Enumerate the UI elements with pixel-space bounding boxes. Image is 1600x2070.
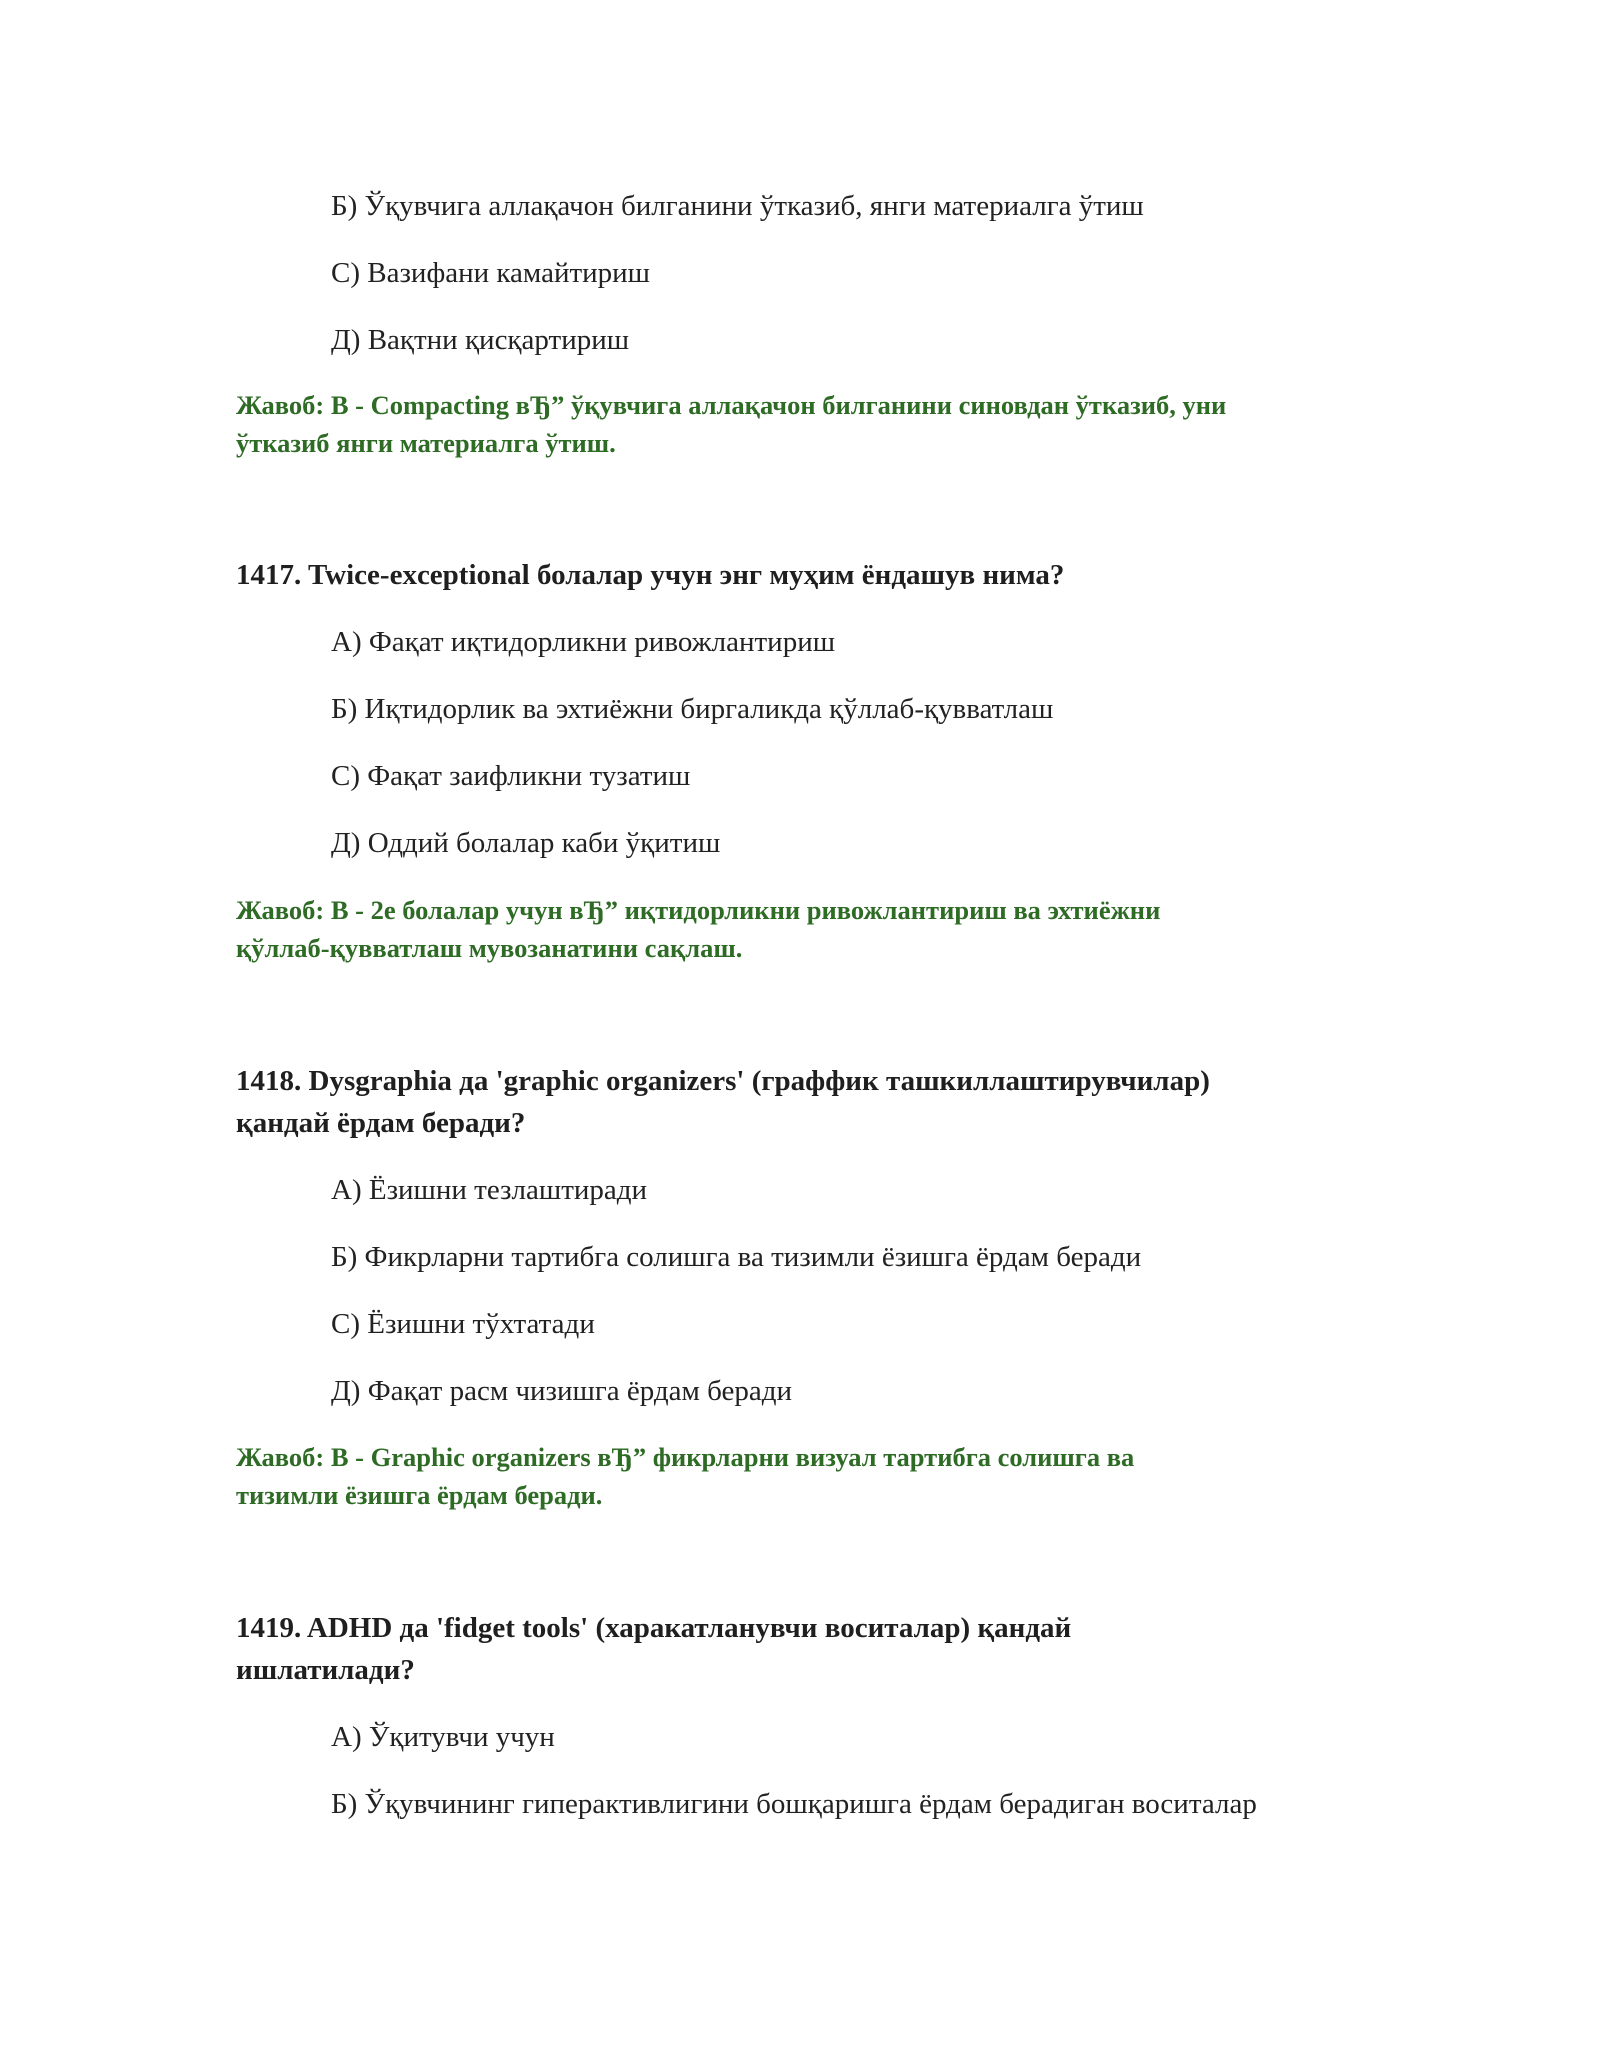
option-d: Д) Оддий болалар каби ўқитиш (331, 827, 721, 859)
question-1418-cont: қандай ёрдам беради? (236, 1107, 526, 1139)
question-1418: 1418. Dysgraphia да 'graphic organizers' (граффик ташкиллаштирувчилар) (236, 1065, 1210, 1097)
question-1417: 1417. Twice-exceptional болалар учун энг муҳим ёндашув нима? (236, 559, 1065, 591)
option-c: С) Ёзишни тўхтатади (331, 1308, 595, 1340)
answer-line: Жавоб: B - Graphic organizers вЂ” фикрларни визуал тартибга солишга ва (236, 1442, 1135, 1472)
answer-line: Жавоб: B - Compacting вЂ” ўқувчига аллақачон билганини синовдан ўтказиб, уни (236, 390, 1227, 420)
question-1419: 1419. ADHD да 'fidget tools' (харакатланувчи воситалар) қандай (236, 1612, 1072, 1644)
option-b: Б) Ўқувчига аллақачон билганини ўтказиб, янги материалга ўтиш (331, 190, 1144, 222)
option-a: А) Ўқитувчи учун (331, 1721, 555, 1753)
option-a: А) Ёзишни тезлаштиради (331, 1174, 648, 1206)
option-c: С) Фақат заифликни тузатиш (331, 760, 691, 792)
answer-line: Жавоб: B - 2e болалар учун вЂ” иқтидорликни ривожлантириш ва эхтиёжни (236, 895, 1161, 925)
option-b: Б) Фикрларни тартибга солишга ва тизимли ёзишга ёрдам беради (331, 1241, 1142, 1273)
option-c: С) Вазифани камайтириш (331, 257, 650, 289)
option-a: А) Фақат иқтидорликни ривожлантириш (331, 626, 836, 658)
option-d: Д) Вақтни қисқартириш (331, 324, 630, 356)
option-b: Б) Ўқувчининг гиперактивлигини бошқаришга ёрдам берадиган воситалар (331, 1788, 1257, 1820)
option-b: Б) Иқтидорлик ва эхтиёжни биргаликда қўллаб-қувватлаш (331, 693, 1054, 725)
answer-line: ўтказиб янги материалга ўтиш. (236, 428, 616, 458)
question-1419-cont: ишлатилади? (236, 1654, 415, 1686)
answer-line: тизимли ёзишга ёрдам беради. (236, 1480, 603, 1510)
answer-line: қўллаб-қувватлаш мувозанатини сақлаш. (236, 933, 743, 963)
option-d: Д) Фақат расм чизишга ёрдам беради (331, 1375, 792, 1407)
